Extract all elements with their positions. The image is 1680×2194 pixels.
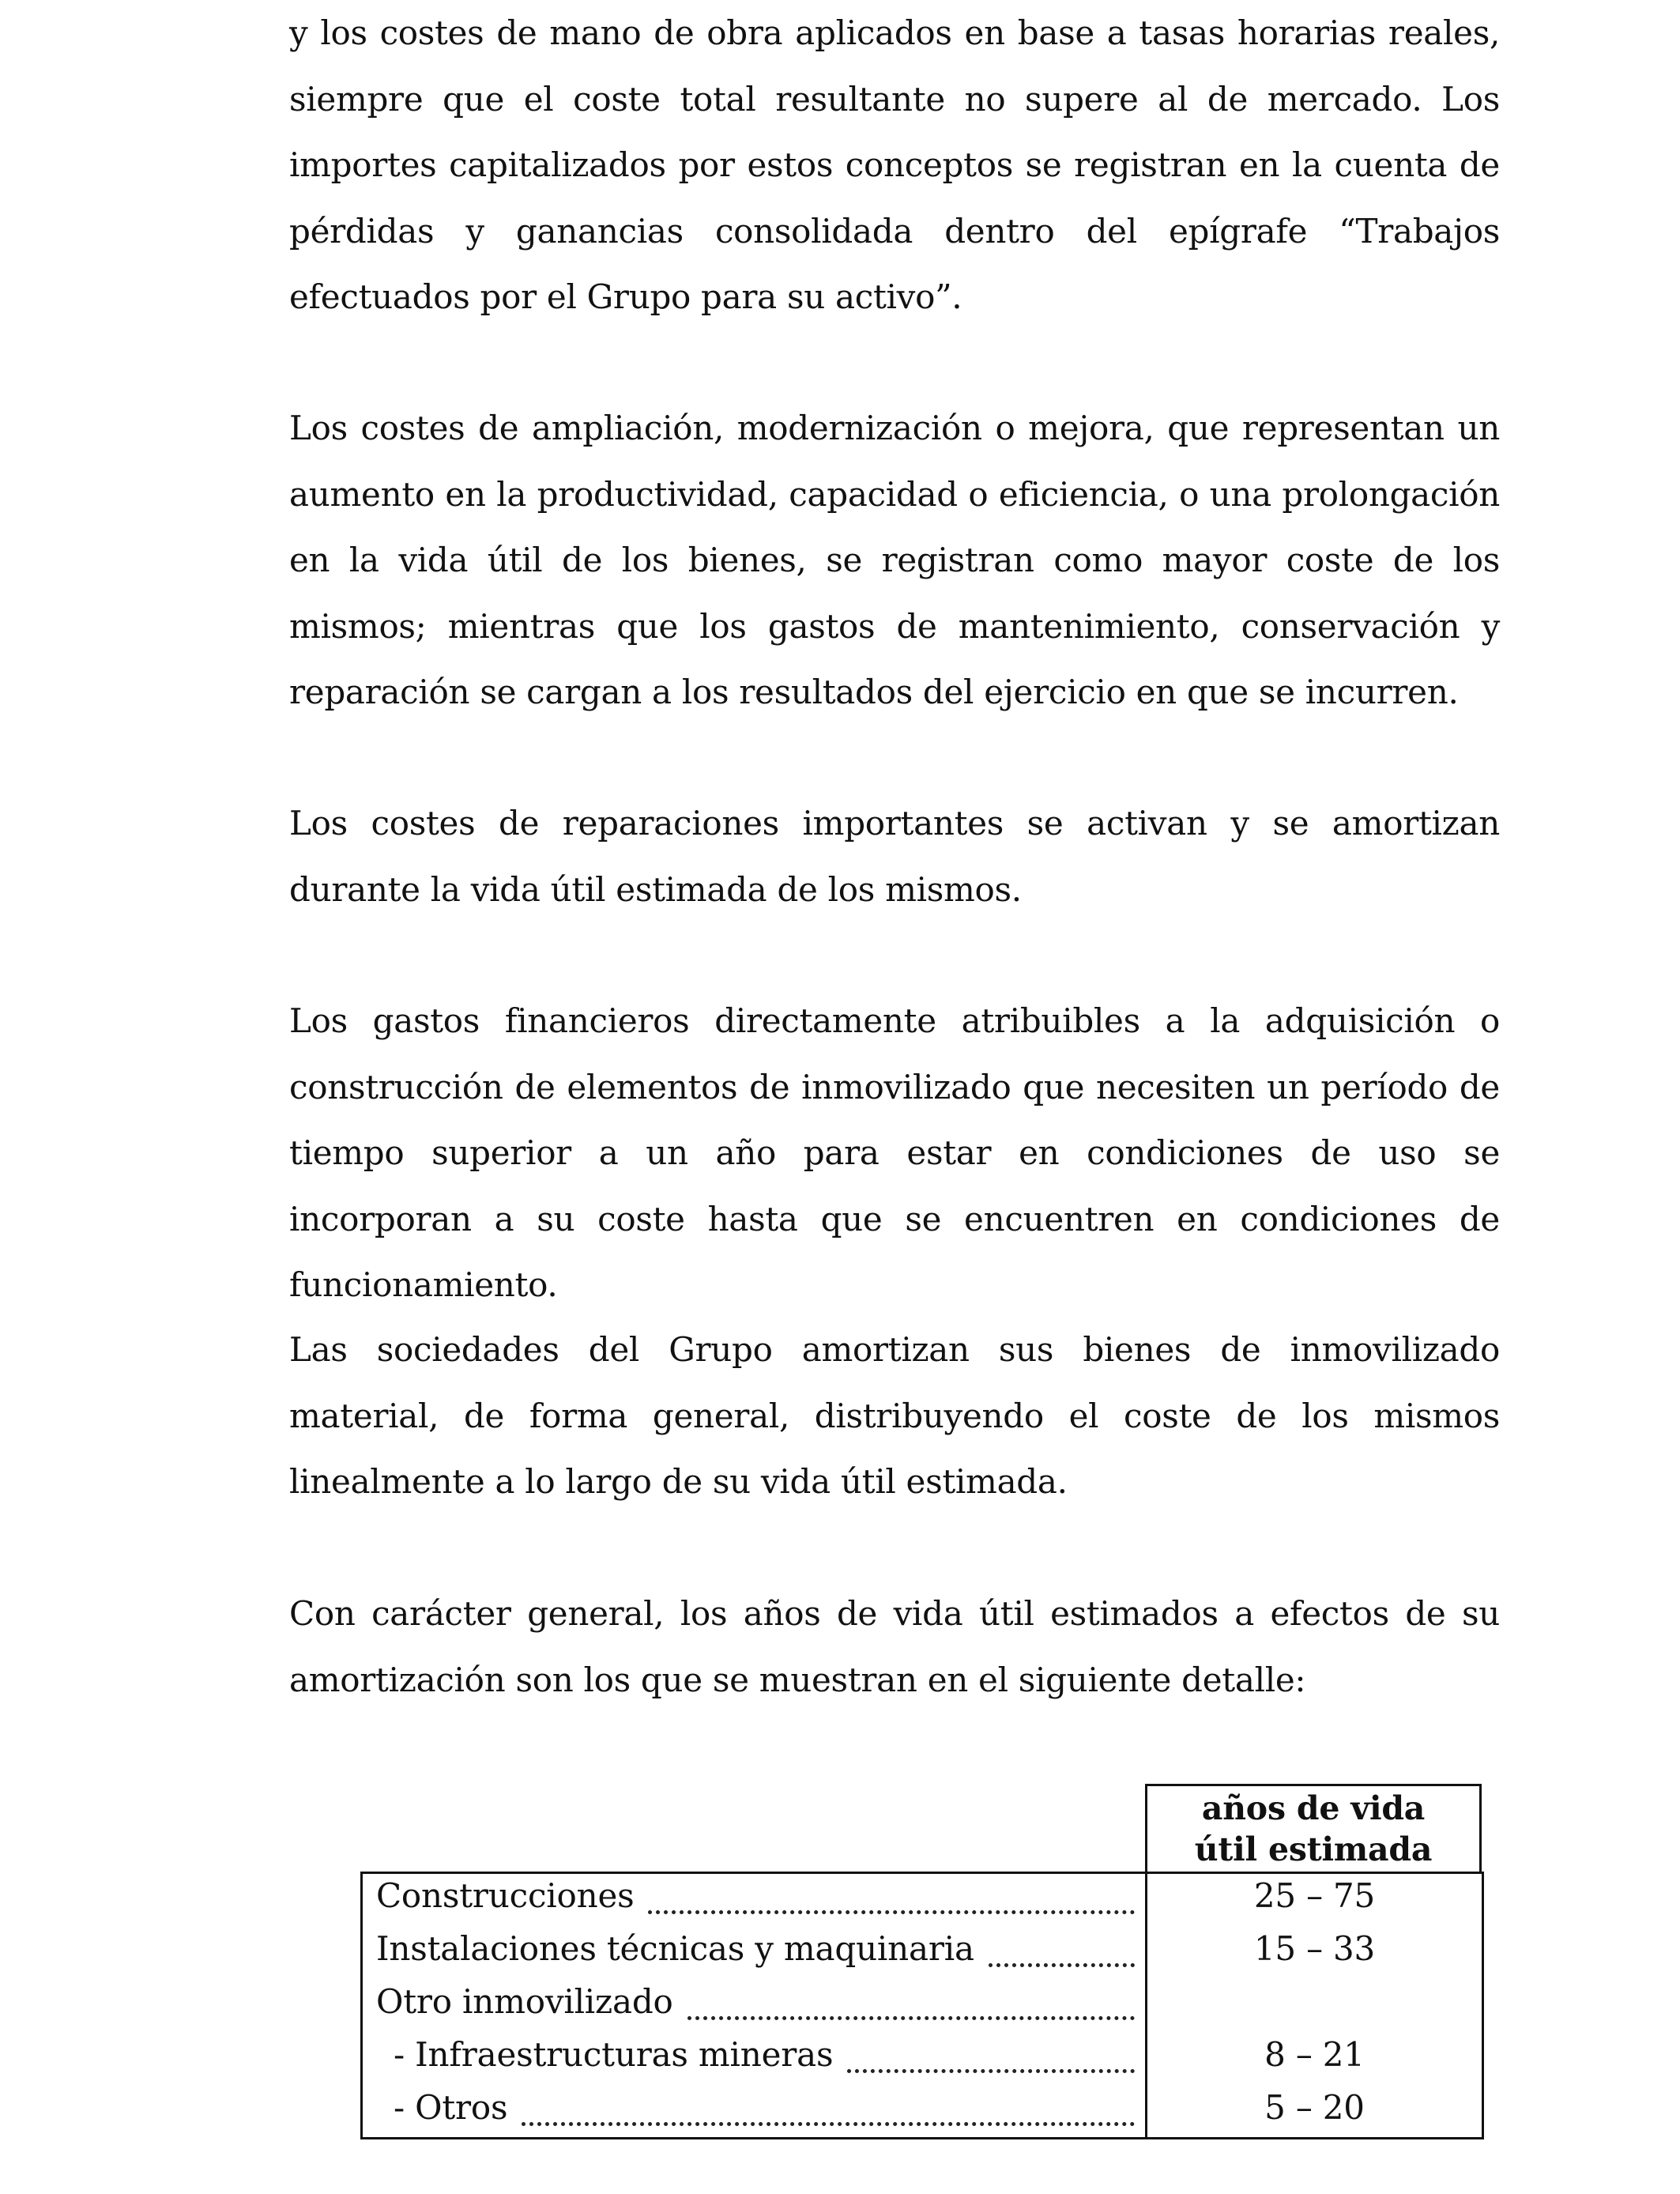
dot-leader (522, 2122, 1135, 2126)
paragraph-improvement-costs: Los costes de ampliación, modernización o mejora, que representan un aumento en la productividad, capacidad o eficiencia, o una prolongación en la vida útil de los bienes, se registran como mayor coste de los mismos; mientras que los gastos de mantenimiento, conservación y reparación se cargan a los resultados del ejercicio en que se incurren. (289, 409, 1500, 711)
table-row-otro-inmovilizado (376, 1976, 1135, 2028)
row-value: 8 – 21 (1264, 2035, 1365, 2074)
table-row-otros (376, 2082, 1135, 2134)
row-label: Otro inmovilizado (376, 1982, 673, 2021)
useful-life-table (360, 1784, 1484, 2139)
table-row-instalaciones (376, 1923, 1135, 1975)
row-label: - Infraestructuras mineras (394, 2035, 834, 2074)
table-row-infraestructuras-mineras (376, 2029, 1135, 2081)
row-value: 5 – 20 (1264, 2088, 1365, 2127)
dot-leader (847, 2069, 1135, 2073)
dot-leader (648, 1910, 1135, 1914)
row-value: 15 – 33 (1253, 1929, 1376, 1968)
table-row-construcciones (376, 1870, 1135, 1922)
paragraph-depreciation-method: Las sociedades del Grupo amortizan sus bienes de inmovilizado material, de forma general, distribuyendo el coste de los mismos linealmente a lo largo de su vida útil estimada. (289, 1330, 1500, 1501)
row-label: Construcciones (376, 1876, 635, 1915)
paragraph-major-repairs: Los costes de reparaciones importantes se activan y se amortizan durante la vida útil estimada de los mismos. (289, 804, 1500, 909)
row-label: Instalaciones técnicas y maquinaria (376, 1929, 974, 1968)
table-header-line1: años de vida (1201, 1789, 1426, 1827)
paragraph-useful-life-intro: Con carácter general, los años de vida útil estimados a efectos de su amortización son los que se muestran en el siguiente detalle: (289, 1594, 1500, 1699)
row-value: 25 – 75 (1253, 1876, 1376, 1915)
dot-leader (687, 2016, 1135, 2020)
paragraph-capitalized-costs: y los costes de mano de obra aplicados en base a tasas horarias reales, siempre que el coste total resultante no supere al de mercado. Los importes capitalizados por estos conceptos se registran en la cuenta de pérdidas y ganancias consolidada dentro del epígrafe “Trabajos efectuados por el Grupo para su activo”. (289, 13, 1500, 316)
table-header-line2: útil estimada (1194, 1830, 1433, 1868)
row-label: - Otros (394, 2088, 508, 2127)
dot-leader (989, 1963, 1135, 1967)
table-header (1145, 1784, 1482, 1872)
paragraph-financial-expenses: Los gastos financieros directamente atribuibles a la adquisición o construcción de elementos de inmovilizado que necesiten un período de tiempo superior a un año para estar en condiciones de uso se incorporan a su coste hasta que se encuentren en condiciones de funcionamiento. (289, 1001, 1500, 1304)
